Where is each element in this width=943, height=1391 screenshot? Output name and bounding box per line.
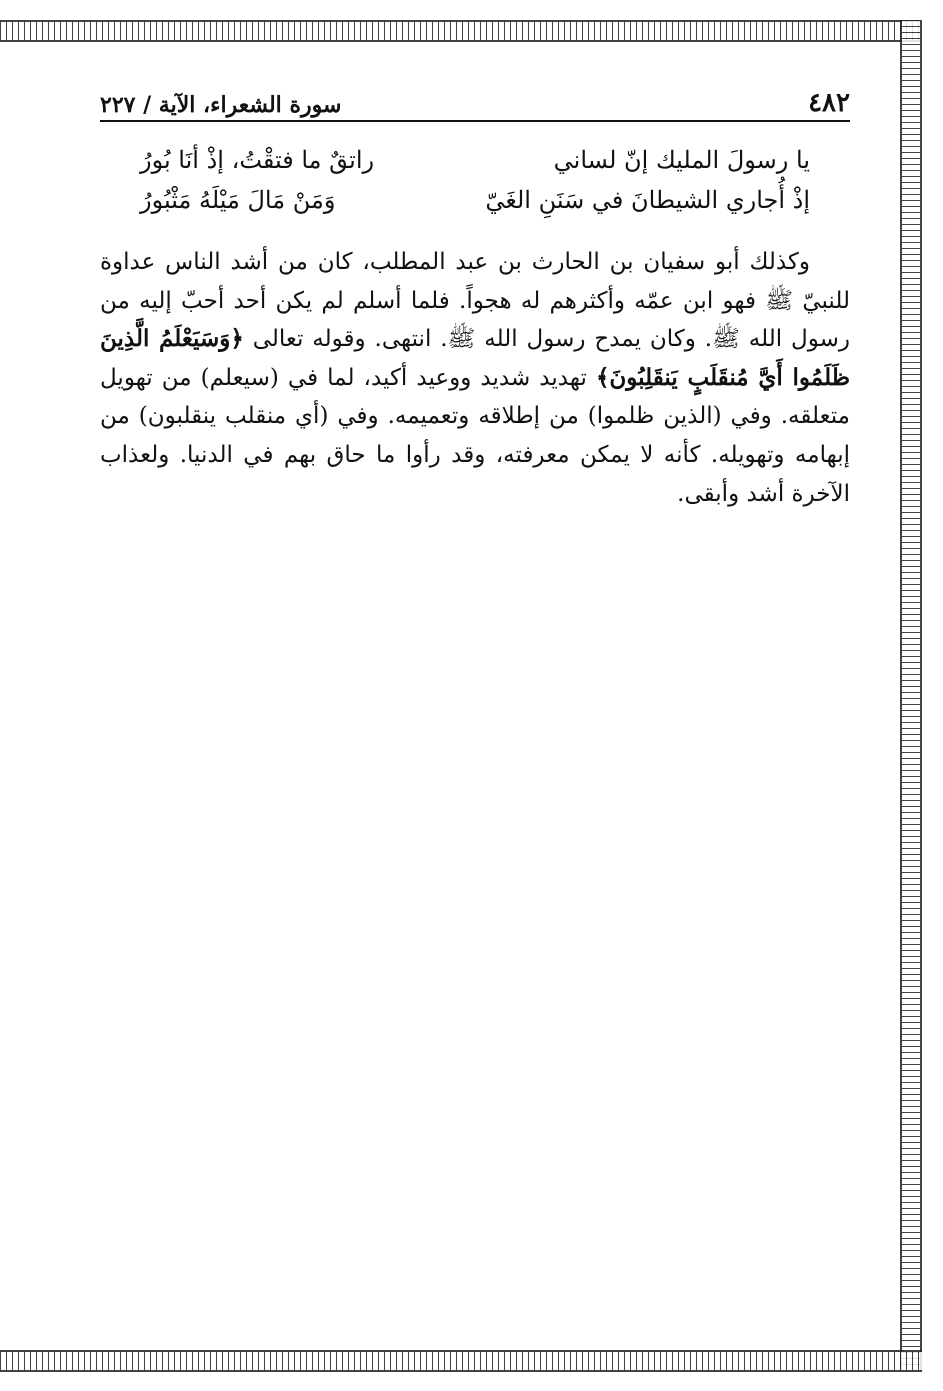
verse-second-hemistich: وَمَنْ مَالَ مَيْلَهُ مَثْبُورُ bbox=[140, 186, 336, 214]
verse bbox=[140, 140, 810, 180]
commentary-text-part1: وكذلك أبو سفيان بن الحارث بن عبد المطلب، كان من أشد الناس عداوة للنبيّ ﷺ فهو ابن عمّه وأكثرهم له هجواً. فلما أسلم لم يكن أحد أحبّ إليه من رسول الله ﷺ. وكان يمدح رسول الله ﷺ. انتهى. وقوله تعالى bbox=[100, 249, 850, 353]
poem-block bbox=[140, 140, 810, 220]
commentary-paragraph bbox=[100, 243, 850, 513]
verse-first-hemistich: إذْ أُجاري الشيطانَ في سَنَنِ الغَيّ bbox=[485, 186, 810, 214]
quran-quote: ﴿وَسَيَعْلَمُ الَّذِينَ ظَلَمُوا أَيَّ مُنقَلَبٍ يَنقَلِبُونَ﴾ bbox=[100, 325, 850, 391]
page-header bbox=[100, 82, 850, 122]
ornamental-border-right bbox=[900, 20, 922, 1370]
ornamental-border-top bbox=[0, 20, 920, 42]
verse-first-hemistich: يا رسولَ المليك إنّ لساني bbox=[553, 146, 810, 174]
page-number: ٤٨٢ bbox=[808, 88, 850, 118]
commentary-text bbox=[100, 243, 850, 513]
verse-second-hemistich: راتقٌ ما فتقْتُ، إذْ أنَا بُورُ bbox=[140, 146, 375, 174]
commentary-text-part2: تهديد شديد ووعيد أكيد، لما في (سيعلم) من تهويل متعلقه. وفي (الذين ظلموا) من إطلاقه وتعميمه. وفي (أي منقلب ينقلبون) من إبهامه وتهويله. كأنه لا يمكن معرفته، وقد رأوا ما حاق بهم في الدنيا. ولعذاب الآخرة أشد وأبقى. bbox=[100, 364, 850, 507]
running-title: سورة الشعراء، الآية / ٢٢٧ bbox=[100, 92, 342, 118]
verse bbox=[140, 180, 810, 220]
ornamental-border-bottom bbox=[0, 1350, 922, 1372]
